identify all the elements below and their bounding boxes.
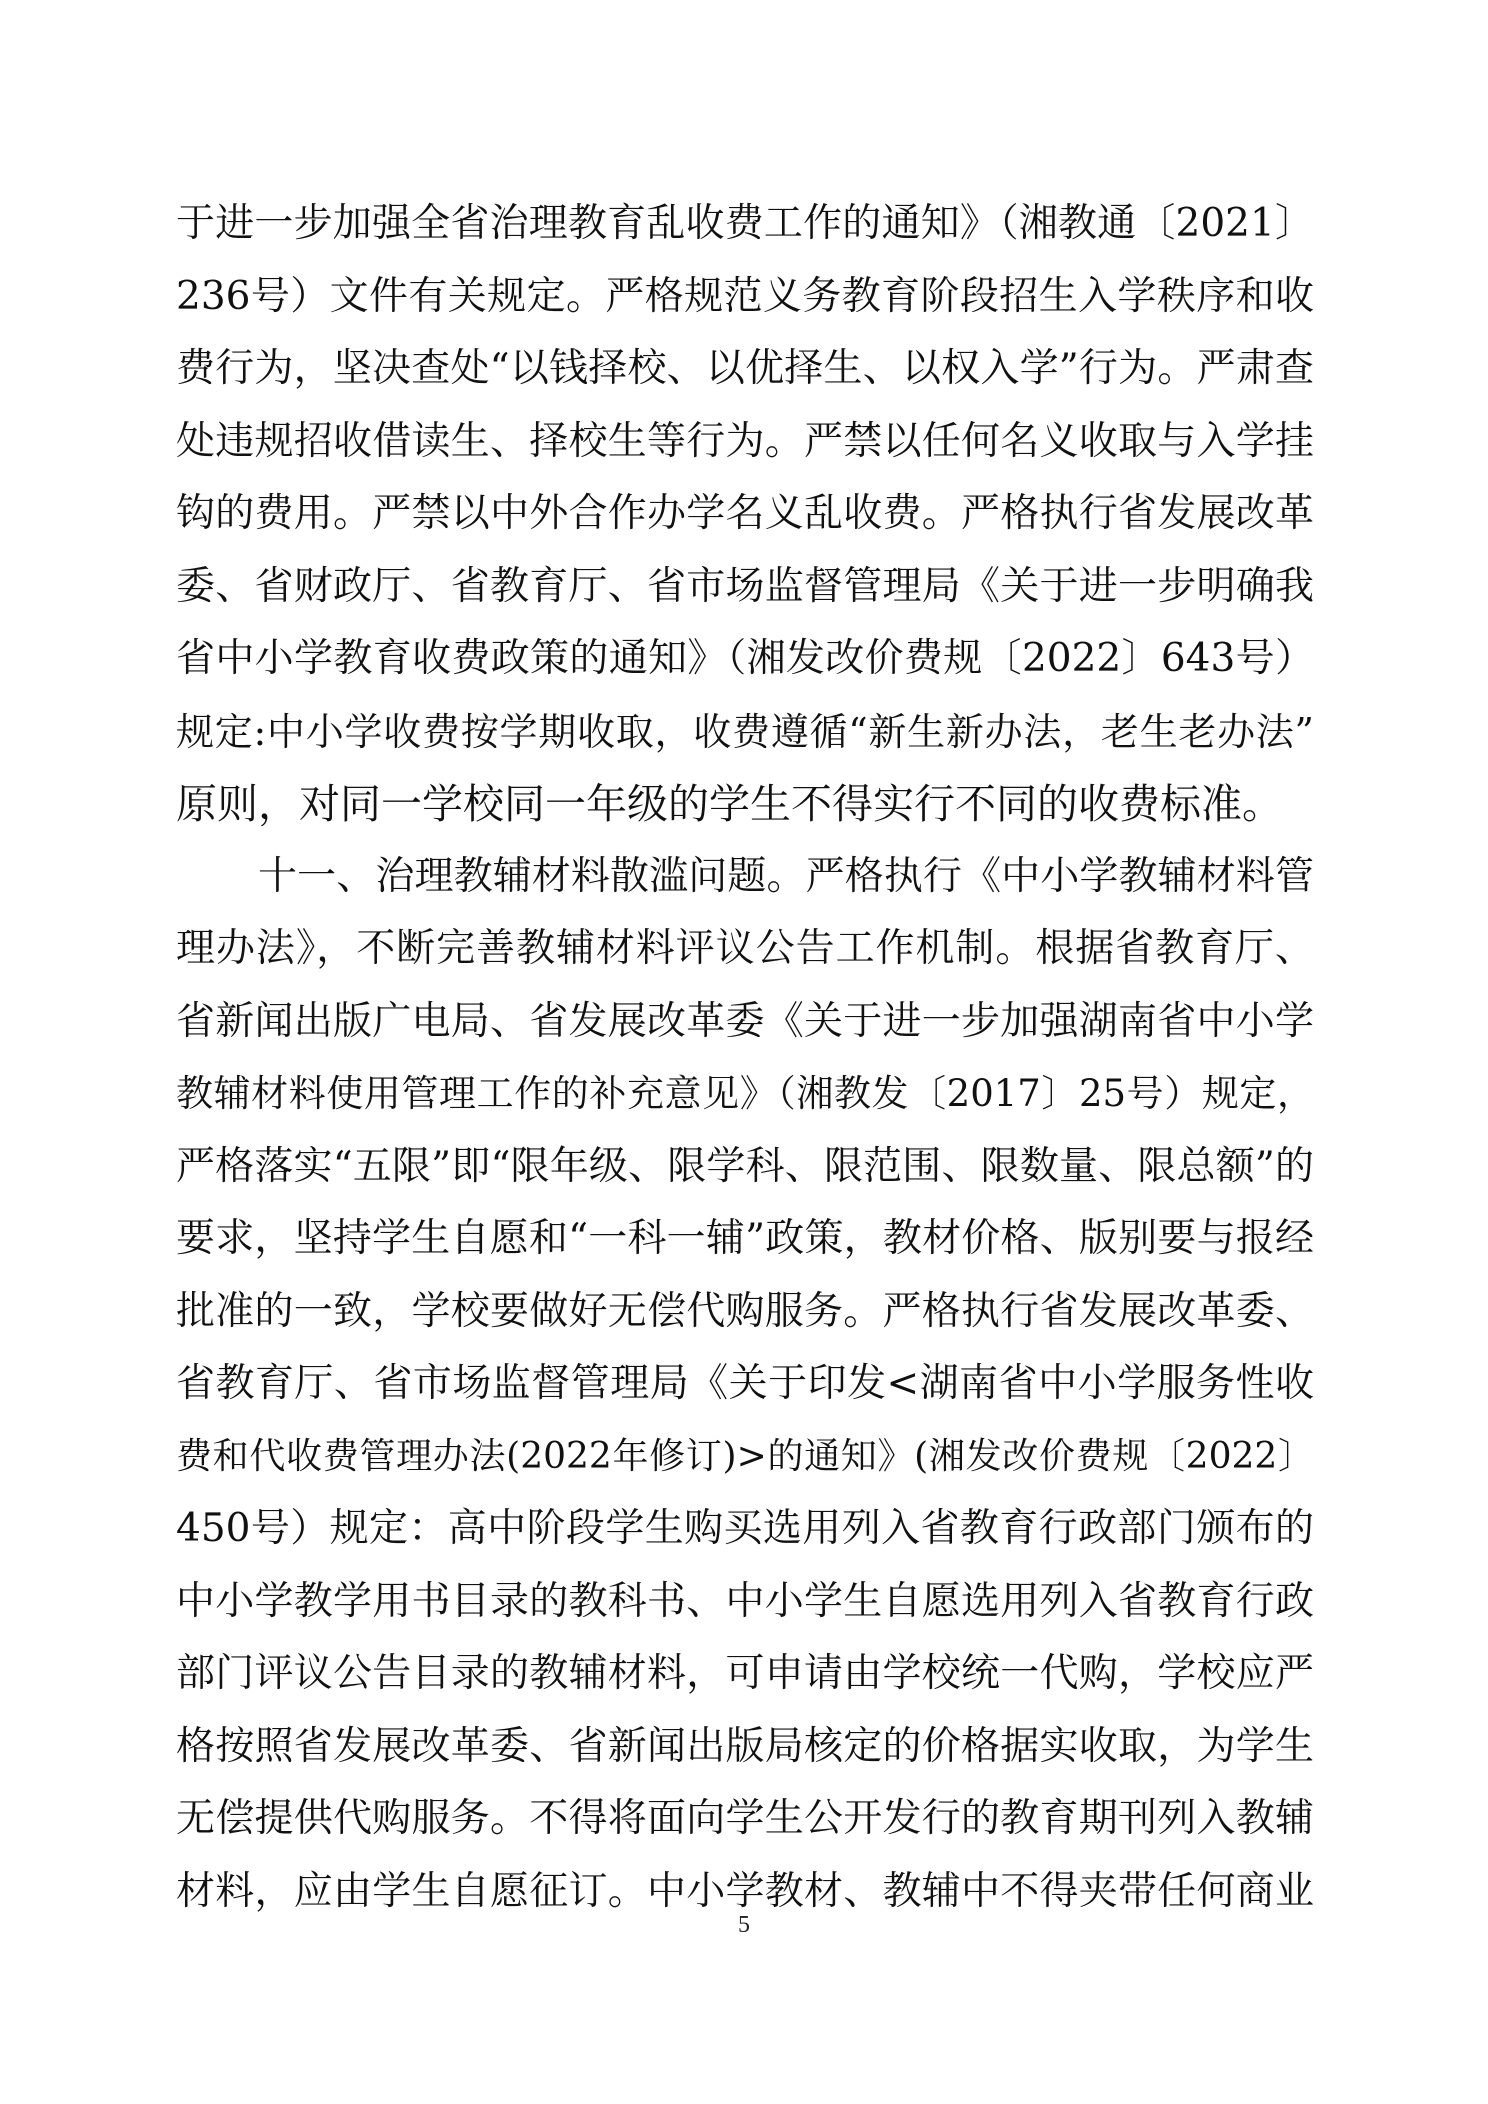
text-line: 批准的一致，学校要做好无偿代购服务。严格执行省发展改革委、: [176, 1288, 1314, 1334]
text-line: 格按照省发展改革委、省新闻出版局核定的价格据实收取，为学生: [176, 1723, 1314, 1769]
text-line: 部门评议公告目录的教辅材料，可申请由学校统一代购，学校应严: [176, 1651, 1314, 1696]
text-line: 无偿提供代购服务。不得将面向学生公开发行的教育期刊列入教辅: [176, 1796, 1314, 1841]
text-line: 省中小学教育收费政策的通知》（湘发改价费规〔2022〕643号）: [176, 636, 1314, 681]
page-number: 5: [738, 1912, 750, 1938]
text-line: 钩的费用。严禁以中外合作办学名义乱收费。严格执行省发展改革: [176, 491, 1314, 536]
section-heading-line: 十一、治理教辅材料散滥问题。严格执行《中小学教辅材料管: [258, 853, 1314, 899]
text-line: 要求，坚持学生自愿和“一科一辅”政策，教材价格、版别要与报经: [176, 1216, 1314, 1261]
text-line: 严格落实“五限”即“限年级、限学科、限范围、限数量、限总额”的: [176, 1143, 1314, 1189]
document-body: [176, 188, 1314, 1928]
text-line: 材料，应由学生自愿征订。中小学教材、教辅中不得夹带任何商业: [176, 1868, 1314, 1914]
text-line: 省教育厅、省市场监督管理局《关于印发<湖南省中小学服务性收: [176, 1361, 1314, 1406]
text-line: 于进一步加强全省治理教育乱收费工作的通知》（湘教通〔2021〕: [176, 201, 1314, 246]
text-line: 教辅材料使用管理工作的补充意见》（湘教发〔2017〕25号）规定，: [176, 1072, 1314, 1115]
text-line: 费和代收费管理办法(2022年修订)>的通知》(湘发改价费规〔2022〕: [176, 1435, 1314, 1477]
text-line: 450号）规定：高中阶段学生购买选用列入省教育行政部门颁布的: [176, 1506, 1314, 1551]
text-line: 中小学教学用书目录的教科书、中小学生自愿选用列入省教育行政: [176, 1578, 1314, 1624]
text-line: 236号）文件有关规定。严格规范义务教育阶段招生入学秩序和收: [176, 273, 1314, 319]
paragraph-end-line: 原则，对同一学校同一年级的学生不得实行不同的收费标准。: [176, 780, 1283, 828]
text-line: 规定:中小学收费按学期收取，收费遵循“新生新办法，老生老办法”: [176, 709, 1314, 754]
text-line: 理办法》，不断完善教辅材料评议公告工作机制。根据省教育厅、: [176, 926, 1314, 971]
text-line: 处违规招收借读生、择校生等行为。严禁以任何名义收取与入学挂: [176, 418, 1314, 464]
text-line: 费行为，坚决查处“以钱择校、以优择生、以权入学”行为。严肃查: [176, 346, 1314, 391]
text-line: 委、省财政厅、省教育厅、省市场监督管理局《关于进一步明确我: [176, 563, 1314, 609]
text-line: 省新闻出版广电局、省发展改革委《关于进一步加强湖南省中小学: [176, 998, 1314, 1044]
